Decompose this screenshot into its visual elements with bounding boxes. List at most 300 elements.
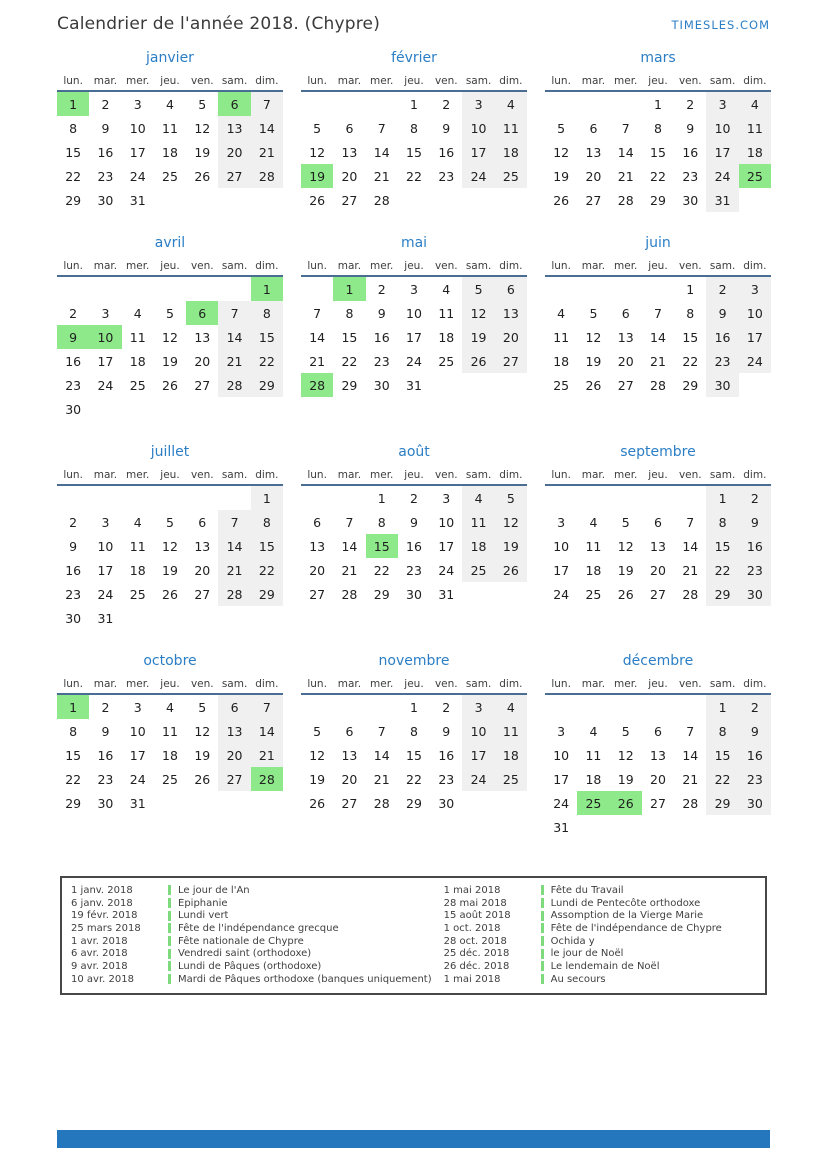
weekday-label: sam.: [465, 75, 492, 87]
day-cell: 16: [406, 538, 422, 554]
holiday-marker-icon: [541, 898, 544, 908]
day-cell: 26: [462, 349, 494, 373]
day-cell: 2: [69, 305, 78, 321]
day-cell: 26: [495, 558, 527, 582]
month-days: [57, 92, 283, 212]
day-cell: 15: [65, 144, 82, 160]
weekday-label: ven.: [678, 260, 702, 272]
day-cell: 18: [585, 771, 602, 787]
day-cell: 5: [495, 486, 527, 510]
month-title[interactable]: décembre: [622, 653, 694, 669]
day-cell: 18: [553, 353, 570, 369]
day-cell: 11: [162, 723, 178, 739]
month-title[interactable]: juillet: [150, 444, 190, 460]
day-cell: 7: [686, 514, 695, 530]
day-cell: 9: [101, 723, 110, 739]
day-cell: 28: [373, 192, 390, 208]
legend-item: [71, 897, 432, 910]
day-cell: 23: [97, 168, 114, 184]
day-cell: 8: [69, 723, 78, 739]
month-title[interactable]: octobre: [143, 653, 197, 669]
day-cell: 21: [251, 140, 283, 164]
weekday-label: ven.: [434, 469, 458, 481]
day-cell: 20: [218, 140, 250, 164]
empty-day-cell: [57, 486, 89, 510]
day-cell: 14: [617, 144, 634, 160]
weekday-label: jeu.: [404, 260, 424, 272]
day-cell: 6: [495, 277, 527, 301]
weekday-label: mer.: [370, 75, 394, 87]
month-days: [301, 277, 527, 397]
day-cell: 12: [309, 144, 326, 160]
day-cell: 28: [218, 373, 250, 397]
legend-label: Mardi de Pâques orthodoxe (banques uniquement): [178, 973, 432, 985]
weekday-label: ven.: [190, 75, 214, 87]
day-cell: 12: [617, 538, 634, 554]
day-cell: 30: [438, 795, 455, 811]
month-block: [301, 653, 527, 839]
day-cell: 20: [194, 353, 211, 369]
day-cell: 13: [650, 538, 666, 554]
day-cell: 24: [129, 771, 146, 787]
day-cell: 18: [162, 747, 178, 763]
day-cell: 7: [686, 723, 695, 739]
day-cell: 19: [585, 353, 602, 369]
legend-label: Lundi vert: [178, 910, 229, 922]
day-cell: 30: [373, 377, 390, 393]
weekday-label: mar.: [337, 469, 362, 481]
day-cell: 12: [194, 723, 211, 739]
day-cell: 13: [495, 301, 527, 325]
day-cell: 28: [218, 582, 250, 606]
weekday-label: jeu.: [648, 75, 668, 87]
day-cell: 4: [495, 695, 527, 719]
empty-day-cell: [366, 695, 398, 719]
day-cell: 21: [650, 353, 666, 369]
day-cell: 5: [166, 514, 174, 530]
legend-label: Fête de l'indépendance de Chypre: [550, 922, 722, 934]
day-cell: 17: [129, 747, 146, 763]
day-cell: 2: [377, 281, 386, 297]
day-cell: 18: [129, 353, 146, 369]
empty-day-cell: [333, 695, 365, 719]
weekday-label: ven.: [678, 469, 702, 481]
day-cell: 17: [129, 144, 146, 160]
empty-day-cell: [301, 92, 333, 116]
day-cell: 11: [585, 747, 602, 763]
day-cell: 28: [682, 586, 699, 602]
day-cell: 21: [373, 168, 390, 184]
day-cell: 13: [341, 747, 358, 763]
weekday-header-row: [301, 678, 527, 695]
day-cell: 5: [557, 120, 566, 136]
weekday-header-row: [57, 75, 283, 92]
day-cell: 4: [166, 96, 174, 112]
empty-day-cell: [610, 695, 642, 719]
empty-day-cell: [577, 92, 609, 116]
weekday-label: sam.: [465, 260, 492, 272]
day-cell: 8: [251, 301, 283, 325]
holiday-marker-icon: [168, 923, 171, 933]
day-cell: 24: [706, 164, 738, 188]
holiday-day-cell: 1: [251, 277, 283, 301]
day-cell: 1: [251, 486, 283, 510]
weekday-header-row: [57, 678, 283, 695]
weekday-label: dim.: [499, 260, 523, 272]
month-title[interactable]: mai: [400, 235, 428, 251]
day-cell: 24: [462, 767, 494, 791]
day-cell: 2: [442, 96, 451, 112]
legend-item: [71, 960, 432, 973]
day-cell: 29: [406, 795, 422, 811]
day-cell: 19: [553, 168, 570, 184]
day-cell: 2: [686, 96, 695, 112]
empty-day-cell: [610, 486, 642, 510]
day-cell: 16: [65, 353, 82, 369]
weekday-label: dim.: [255, 260, 279, 272]
day-cell: 6: [654, 514, 662, 530]
empty-day-cell: [122, 486, 154, 510]
month-title[interactable]: mars: [640, 50, 676, 66]
page-header: [57, 14, 770, 34]
day-cell: 9: [739, 719, 771, 743]
day-cell: 10: [406, 305, 422, 321]
weekday-label: ven.: [190, 260, 214, 272]
day-cell: 26: [585, 377, 602, 393]
day-cell: 14: [373, 144, 390, 160]
day-cell: 10: [129, 120, 146, 136]
day-cell: 1: [706, 486, 738, 510]
day-cell: 20: [495, 325, 527, 349]
day-cell: 15: [706, 534, 738, 558]
day-cell: 23: [438, 771, 455, 787]
weekday-label: jeu.: [404, 469, 424, 481]
day-cell: 22: [406, 168, 422, 184]
day-cell: 28: [341, 586, 358, 602]
footer-bar: [57, 1130, 770, 1148]
day-cell: 16: [706, 325, 738, 349]
day-cell: 24: [553, 586, 570, 602]
month-days: [301, 695, 527, 815]
day-cell: 3: [101, 305, 110, 321]
weekday-label: jeu.: [160, 469, 180, 481]
day-cell: 27: [218, 767, 250, 791]
day-cell: 19: [194, 747, 211, 763]
weekday-label: dim.: [743, 469, 767, 481]
day-cell: 25: [585, 586, 602, 602]
day-cell: 22: [406, 771, 422, 787]
day-cell: 4: [133, 514, 142, 530]
day-cell: 11: [462, 510, 494, 534]
day-cell: 14: [309, 329, 326, 345]
weekday-label: sam.: [221, 75, 248, 87]
day-cell: 17: [553, 771, 570, 787]
day-cell: 18: [129, 562, 146, 578]
day-cell: 25: [129, 586, 146, 602]
day-cell: 10: [129, 723, 146, 739]
month-days: [545, 277, 771, 397]
weekday-label: mer.: [614, 75, 638, 87]
day-cell: 19: [617, 562, 634, 578]
day-cell: 27: [341, 192, 358, 208]
month-title[interactable]: avril: [154, 235, 186, 251]
day-cell: 27: [650, 586, 666, 602]
day-cell: 21: [218, 558, 250, 582]
weekday-label: dim.: [743, 260, 767, 272]
day-cell: 6: [345, 120, 354, 136]
holiday-day-cell: 25: [577, 791, 609, 815]
day-cell: 22: [373, 562, 390, 578]
day-cell: 15: [251, 325, 283, 349]
weekday-header-row: [545, 75, 771, 92]
holiday-marker-icon: [168, 885, 171, 895]
weekday-header-row: [301, 260, 527, 277]
weekday-header-row: [545, 260, 771, 277]
month-days: [545, 92, 771, 212]
legend-date: 1 mai 2018: [443, 973, 501, 985]
day-cell: 15: [406, 144, 422, 160]
holiday-day-cell: 10: [89, 325, 121, 349]
day-cell: 26: [309, 795, 326, 811]
day-cell: 6: [198, 514, 207, 530]
day-cell: 11: [162, 120, 178, 136]
month-days: [57, 695, 283, 815]
day-cell: 31: [706, 188, 738, 212]
empty-day-cell: [57, 277, 89, 301]
holiday-day-cell: 6: [186, 301, 218, 325]
day-cell: 17: [462, 140, 494, 164]
day-cell: 4: [739, 92, 771, 116]
day-cell: 20: [194, 562, 211, 578]
day-cell: 17: [97, 562, 114, 578]
day-cell: 13: [585, 144, 602, 160]
day-cell: 19: [462, 325, 494, 349]
month-title[interactable]: août: [398, 444, 430, 460]
month-title[interactable]: janvier: [146, 50, 194, 66]
legend-label: Lundi de Pâques (orthodoxe): [178, 960, 322, 972]
day-cell: 19: [194, 144, 211, 160]
day-cell: 15: [682, 329, 699, 345]
day-cell: 6: [589, 120, 598, 136]
day-cell: 29: [706, 791, 738, 815]
day-cell: 12: [162, 329, 178, 345]
holiday-marker-icon: [541, 936, 544, 946]
day-cell: 7: [654, 305, 662, 321]
legend-item: [444, 909, 756, 922]
month-block: [57, 235, 283, 421]
day-cell: 16: [438, 747, 455, 763]
day-cell: 14: [373, 747, 390, 763]
legend-date: 25 mars 2018: [71, 922, 141, 934]
day-cell: 30: [97, 795, 114, 811]
legend-item: [71, 909, 432, 922]
weekday-label: dim.: [255, 75, 279, 87]
day-cell: 1: [706, 695, 738, 719]
legend-label: Fête nationale de Chypre: [178, 935, 304, 947]
month-days: [301, 486, 527, 606]
day-cell: 27: [617, 377, 634, 393]
day-cell: 12: [194, 120, 211, 136]
holiday-marker-icon: [168, 911, 171, 921]
day-cell: 1: [410, 96, 418, 112]
weekday-label: sam.: [465, 678, 492, 690]
day-cell: 7: [377, 120, 386, 136]
holiday-marker-icon: [541, 961, 544, 971]
day-cell: 19: [495, 534, 527, 558]
day-cell: 14: [218, 534, 250, 558]
month-block: [301, 50, 527, 212]
day-cell: 10: [462, 719, 494, 743]
day-cell: 25: [162, 168, 178, 184]
month-block: [301, 235, 527, 421]
day-cell: 24: [462, 164, 494, 188]
legend-date: 19 févr. 2018: [71, 910, 138, 922]
day-cell: 20: [650, 771, 666, 787]
day-cell: 17: [553, 562, 570, 578]
day-cell: 20: [309, 562, 326, 578]
day-cell: 10: [553, 747, 570, 763]
day-cell: 12: [462, 301, 494, 325]
month-title[interactable]: septembre: [620, 444, 696, 460]
weekday-label: mar.: [581, 75, 606, 87]
day-cell: 31: [438, 586, 455, 602]
month-title[interactable]: février: [391, 50, 437, 66]
day-cell: 19: [162, 562, 178, 578]
empty-day-cell: [642, 695, 674, 719]
day-cell: 28: [650, 377, 666, 393]
weekday-label: ven.: [678, 678, 702, 690]
day-cell: 8: [410, 120, 418, 136]
legend-column: [71, 884, 432, 986]
weekday-label: mer.: [614, 260, 638, 272]
empty-day-cell: [577, 695, 609, 719]
day-cell: 30: [65, 610, 82, 626]
day-cell: 3: [442, 490, 451, 506]
weekday-label: jeu.: [648, 260, 668, 272]
holiday-marker-icon: [541, 911, 544, 921]
day-cell: 23: [438, 168, 455, 184]
weekday-label: dim.: [499, 678, 523, 690]
weekday-label: lun.: [551, 260, 571, 272]
day-cell: 20: [650, 562, 666, 578]
legend-date: 15 août 2018: [443, 910, 511, 922]
empty-day-cell: [545, 92, 577, 116]
day-cell: 6: [218, 695, 250, 719]
day-cell: 19: [617, 771, 634, 787]
empty-day-cell: [154, 277, 186, 301]
day-cell: 7: [251, 695, 283, 719]
weekday-label: mar.: [337, 75, 362, 87]
month-block: [545, 444, 771, 630]
day-cell: 5: [621, 514, 630, 530]
day-cell: 7: [218, 301, 250, 325]
day-cell: 7: [377, 723, 386, 739]
legend-item: [71, 947, 432, 960]
day-cell: 25: [553, 377, 570, 393]
day-cell: 1: [377, 490, 386, 506]
day-cell: 10: [706, 116, 738, 140]
brand-link[interactable]: TIMESLES.COM: [671, 18, 770, 32]
day-cell: 20: [341, 168, 358, 184]
weekday-label: mer.: [370, 678, 394, 690]
day-cell: 23: [373, 353, 390, 369]
day-cell: 17: [462, 743, 494, 767]
weekday-label: jeu.: [404, 75, 424, 87]
day-cell: 3: [557, 514, 566, 530]
day-cell: 22: [251, 558, 283, 582]
weekday-label: dim.: [499, 469, 523, 481]
day-cell: 4: [166, 699, 174, 715]
legend-label: Vendredi saint (orthodoxe): [178, 948, 312, 960]
empty-day-cell: [301, 277, 333, 301]
day-cell: 30: [682, 192, 699, 208]
day-cell: 20: [617, 353, 634, 369]
day-cell: 2: [706, 277, 738, 301]
day-cell: 21: [617, 168, 634, 184]
day-cell: 11: [129, 329, 146, 345]
holiday-day-cell: 6: [218, 92, 250, 116]
day-cell: 28: [251, 164, 283, 188]
empty-day-cell: [89, 486, 121, 510]
day-cell: 30: [65, 401, 82, 417]
day-cell: 25: [462, 558, 494, 582]
weekday-label: lun.: [63, 75, 83, 87]
day-cell: 23: [65, 377, 82, 393]
month-block: [301, 444, 527, 630]
page-title: Calendrier de l'année 2018. (Chypre): [57, 14, 381, 34]
day-cell: 31: [129, 192, 146, 208]
day-cell: 13: [341, 144, 358, 160]
day-cell: 5: [198, 96, 207, 112]
legend-date: 1 janv. 2018: [71, 884, 133, 896]
holiday-day-cell: 1: [57, 92, 89, 116]
holiday-day-cell: 1: [57, 695, 89, 719]
holiday-day-cell: 26: [610, 791, 642, 815]
legend-date: 26 déc. 2018: [443, 960, 510, 972]
holiday-marker-icon: [541, 885, 544, 895]
day-cell: 23: [706, 349, 738, 373]
empty-day-cell: [333, 486, 365, 510]
empty-day-cell: [186, 486, 218, 510]
day-cell: 31: [129, 795, 146, 811]
day-cell: 14: [251, 116, 283, 140]
day-cell: 22: [706, 558, 738, 582]
day-cell: 4: [589, 723, 598, 739]
weekday-label: mar.: [581, 469, 606, 481]
weekday-label: ven.: [434, 75, 458, 87]
day-cell: 8: [654, 120, 662, 136]
day-cell: 9: [739, 510, 771, 534]
month-title[interactable]: novembre: [378, 653, 450, 669]
day-cell: 9: [377, 305, 386, 321]
day-cell: 3: [706, 92, 738, 116]
day-cell: 11: [495, 719, 527, 743]
day-cell: 3: [739, 277, 771, 301]
day-cell: 29: [706, 582, 738, 606]
day-cell: 20: [341, 771, 358, 787]
weekday-label: lun.: [307, 678, 327, 690]
holiday-day-cell: 25: [739, 164, 771, 188]
legend-label: Épiphanie: [178, 897, 228, 909]
legend-item: [71, 973, 432, 986]
day-cell: 27: [194, 586, 211, 602]
weekday-header-row: [57, 260, 283, 277]
month-title[interactable]: juin: [645, 235, 671, 251]
weekday-label: mer.: [126, 469, 150, 481]
empty-day-cell: [674, 695, 706, 719]
day-cell: 29: [682, 377, 699, 393]
legend-date: 6 janv. 2018: [71, 897, 133, 909]
